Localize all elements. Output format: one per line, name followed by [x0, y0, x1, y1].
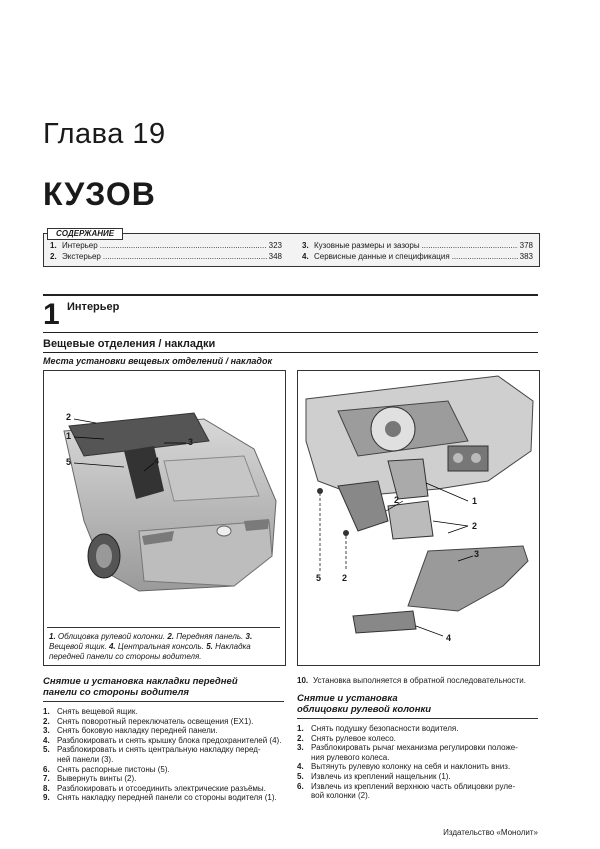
chapter-title: КУЗОВ	[43, 176, 156, 212]
callout-label: 1	[66, 431, 72, 441]
callout-label: 2	[394, 495, 400, 505]
list-item: 10. Установка выполняется в обратной последовательности.	[297, 676, 526, 685]
section-bottom-rule	[43, 332, 538, 333]
title-rule	[297, 718, 538, 719]
subsection-subtitle: Места установки вещевых отделений / накладок	[43, 356, 273, 366]
procedure-left	[43, 676, 284, 803]
callout-label: 5	[66, 457, 72, 467]
figure-caption: 1. Облицовка рулевой колонки. 2. Передняя панель. 3. Вещевой ящик. 4. Центральная консоль. 5. Накладка передней панели со стороны водителя.	[49, 632, 253, 661]
toc-label: СОДЕРЖАНИЕ	[47, 228, 123, 240]
list-item: 1. Снять вещевой ящик.	[43, 707, 138, 716]
caption-divider	[47, 627, 280, 628]
car-illustration	[44, 371, 285, 626]
callout-label: 4	[446, 633, 452, 643]
section-top-rule	[43, 294, 538, 296]
callout-label: 3	[474, 549, 480, 559]
toc-entry[interactable]: 3. Кузовные размеры и зазоры ..... 378	[302, 240, 533, 251]
section-title: Интерьер	[67, 301, 120, 313]
list-item: 6. Извлечь из креплений верхнюю часть облицовки руле-	[297, 781, 516, 791]
callout-label: 5	[316, 573, 322, 583]
list-item: 6. Снять распорные пистоны (5).	[43, 764, 170, 774]
list-item: 5. Разблокировать и снять центральную накладку перед-	[43, 745, 261, 755]
list-item: ния рулевого колеса.	[311, 752, 390, 762]
list-item: ней панели (3).	[57, 754, 114, 764]
list-item: 1. Снять подушку безопасности водителя.	[297, 724, 459, 733]
list-item: 3. Снять боковую накладку передней панели.	[43, 726, 218, 736]
procedure-title: Снятие и установка облицовки рулевой колонки	[297, 693, 432, 715]
list-item: 3. Разблокировать рычаг механизма регулировки положе-	[297, 743, 518, 753]
list-item: 2. Снять поворотный переключатель освещения (EX1).	[43, 716, 254, 726]
toc-entry[interactable]: 1. Интерьер ..... 323	[50, 240, 282, 251]
toc-entry[interactable]: 2. Экстерьер ..... 348	[50, 251, 282, 262]
figure-car-interior	[43, 370, 286, 666]
procedure-title: Снятие и установка накладки передней панели со стороны водителя	[43, 676, 238, 698]
callout-label: 2	[66, 412, 72, 422]
dashboard-illustration	[298, 371, 539, 665]
callout-label: 4	[154, 456, 160, 466]
procedure-right	[297, 693, 538, 801]
subsection-title: Вещевые отделения / накладки	[43, 338, 216, 350]
callout-label: 2	[342, 573, 348, 583]
list-item: 9. Снять накладку передней панели со стороны водителя (1).	[43, 793, 277, 803]
list-item: 4. Разблокировать и снять крышку блока предохранителей (4).	[43, 735, 282, 745]
callout-label: 2	[472, 521, 478, 531]
list-item: 5. Извлечь из креплений нащельник (1).	[297, 771, 451, 781]
chapter-label: Глава 19	[43, 118, 166, 150]
section-number: 1	[43, 298, 60, 331]
toc-left-column	[50, 240, 282, 262]
list-item: 2. Снять рулевое колесо.	[297, 733, 396, 743]
subsection-rule	[43, 352, 538, 353]
callout-label: 3	[188, 437, 194, 447]
callout-label: 1	[472, 496, 478, 506]
title-rule	[43, 701, 284, 702]
publisher-footer: Издательство «Монолит»	[443, 828, 538, 837]
list-item: 7. Вывернуть винты (2).	[43, 774, 137, 784]
list-item: 8. Разблокировать и отсоединить электрические разъёмы.	[43, 783, 266, 793]
figure-dashboard-exploded	[297, 370, 540, 666]
list-item: вой колонки (2).	[311, 791, 370, 801]
list-item: 4. Вытянуть рулевую колонку на себя и наклонить вниз.	[297, 762, 511, 772]
toc-entry[interactable]: 4. Сервисные данные и спецификация ..... 383	[302, 251, 533, 262]
toc-right-column	[302, 240, 533, 262]
